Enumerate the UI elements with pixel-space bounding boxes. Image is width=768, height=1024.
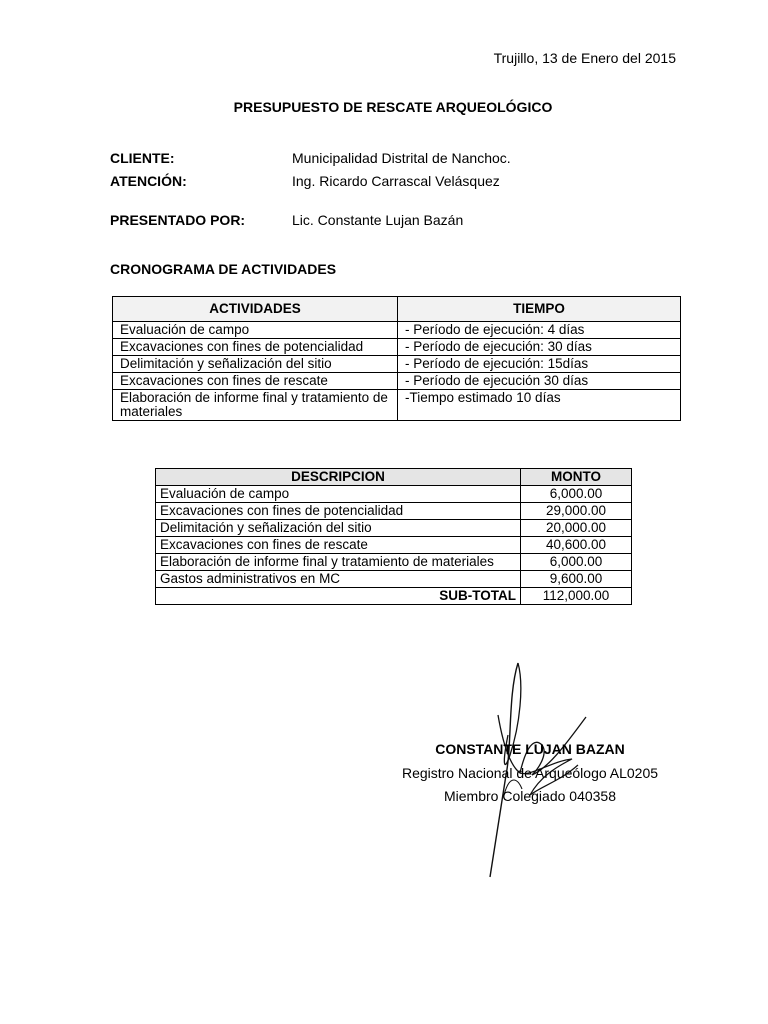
description-cell: Elaboración de informe final y tratamiento de materiales [156,554,521,571]
amount-cell: 40,600.00 [521,537,632,554]
amount-column-header: MONTO [521,469,632,486]
presented-by-label: PRESENTADO POR: [110,212,246,228]
table-row [156,554,632,571]
activity-cell: Evaluación de campo [113,322,398,339]
table-row [113,390,681,421]
budget-table [155,468,632,605]
activity-cell: Excavaciones con fines de potencialidad [113,339,398,356]
amount-cell: 6,000.00 [521,486,632,503]
attention-label: ATENCIÓN: [110,173,187,189]
signatory-name: CONSTANTE LUJAN BAZAN [435,741,625,757]
client-label: CLIENTE: [110,150,175,166]
table-row [113,373,681,390]
time-cell: -Tiempo estimado 10 días [398,390,681,421]
description-cell: Gastos administrativos en MC [156,571,521,588]
time-column-header: TIEMPO [398,297,681,322]
activity-cell: Delimitación y señalización del sitio [113,356,398,373]
amount-cell: 29,000.00 [521,503,632,520]
subtotal-value: 112,000.00 [521,588,632,605]
time-cell: - Período de ejecución: 4 días [398,322,681,339]
table-row [113,356,681,373]
budget-header-row [156,469,632,486]
attention-value: Ing. Ricardo Carrascal Velásquez [292,173,500,189]
table-row [156,537,632,554]
activity-cell: Excavaciones con fines de rescate [113,373,398,390]
amount-cell: 9,600.00 [521,571,632,588]
client-value: Municipalidad Distrital de Nanchoc. [292,150,511,166]
time-cell: - Período de ejecución: 15días [398,356,681,373]
activities-column-header: ACTIVIDADES [113,297,398,322]
signatory-registry: Registro Nacional de Arqueólogo AL0205 [401,765,659,781]
activity-cell: Elaboración de informe final y tratamiento de materiales [113,390,398,421]
table-row [113,339,681,356]
description-cell: Delimitación y señalización del sitio [156,520,521,537]
description-cell: Excavaciones con fines de rescate [156,537,521,554]
subtotal-row [156,588,632,605]
description-cell: Evaluación de campo [156,486,521,503]
schedule-header-row [113,297,681,322]
document-title: PRESUPUESTO DE RESCATE ARQUEOLÓGICO [233,99,553,115]
presented-by-value: Lic. Constante Lujan Bazán [292,212,464,228]
document-date: Trujillo, 13 de Enero del 2015 [493,50,676,66]
schedule-table [112,296,681,421]
signatory-member: Miembro Colegiado 040358 [444,788,616,804]
subtotal-label: SUB-TOTAL [156,588,521,605]
time-cell: - Período de ejecución 30 días [398,373,681,390]
table-row [113,322,681,339]
amount-cell: 20,000.00 [521,520,632,537]
amount-cell: 6,000.00 [521,554,632,571]
description-cell: Excavaciones con fines de potencialidad [156,503,521,520]
description-column-header: DESCRIPCION [156,469,521,486]
table-row [156,520,632,537]
schedule-heading: CRONOGRAMA DE ACTIVIDADES [110,261,337,277]
table-row [156,503,632,520]
table-row [156,486,632,503]
table-row [156,571,632,588]
time-cell: - Período de ejecución: 30 días [398,339,681,356]
